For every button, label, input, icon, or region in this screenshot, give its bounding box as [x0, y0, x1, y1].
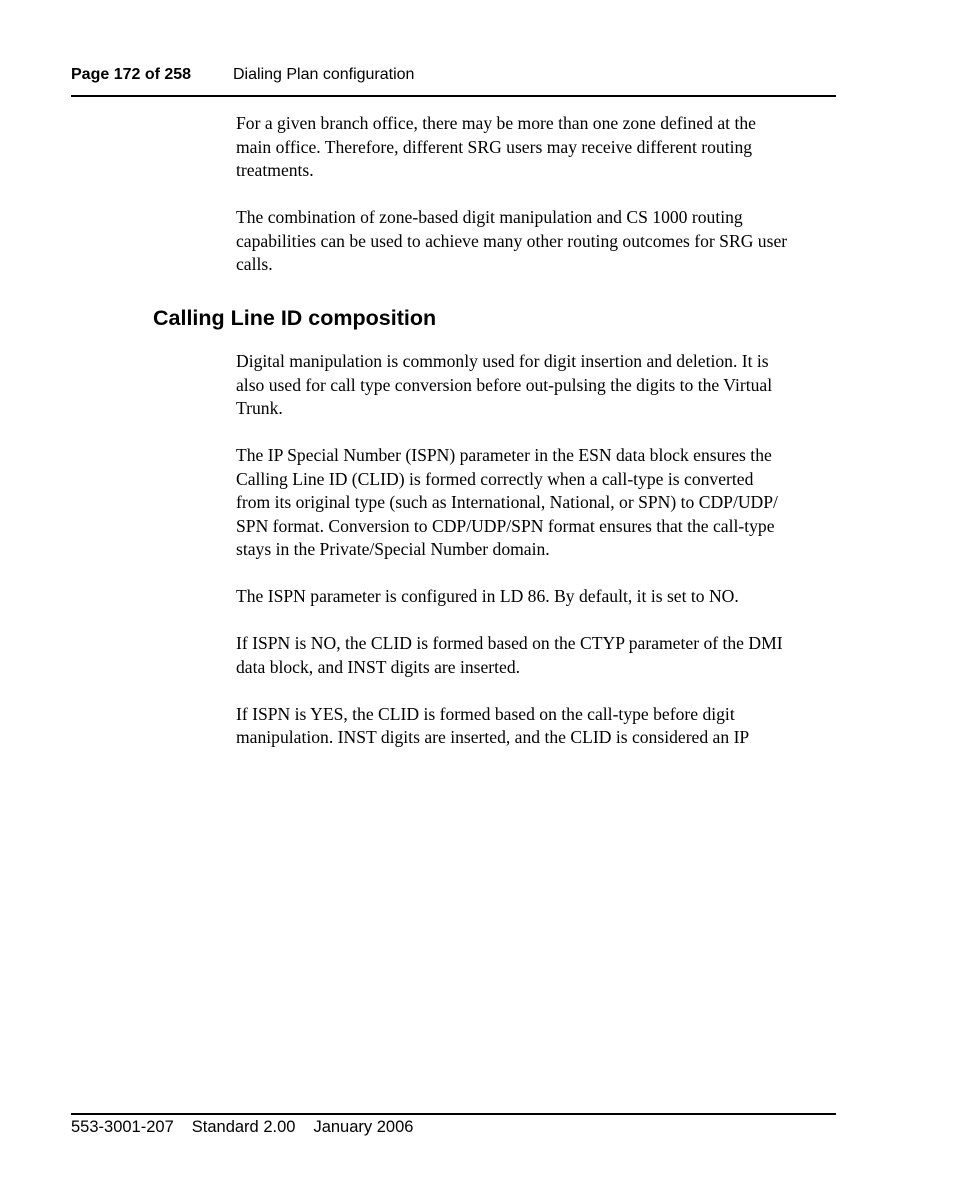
paragraph	[236, 585, 841, 609]
text-line: calls.	[236, 254, 273, 274]
paragraph	[236, 444, 841, 562]
text-line: The ISPN parameter is configured in LD 86. By default, it is set to NO.	[236, 586, 739, 606]
text-line: The combination of zone-based digit manipulation and CS 1000 routing	[236, 207, 743, 227]
text-line: SPN format. Conversion to CDP/UDP/SPN format ensures that the call-type	[236, 515, 775, 536]
paragraph	[236, 350, 841, 421]
doc-number: 553-3001-207	[71, 1118, 174, 1136]
text-line: stays in the Private/Special Number domain.	[236, 539, 550, 559]
text-line: Trunk.	[236, 398, 283, 418]
paragraph	[236, 206, 841, 277]
paragraph	[236, 112, 841, 183]
section-title: Dialing Plan configuration	[233, 66, 415, 83]
text-line: from its original type (such as International, National, or SPN) to CDP/UDP/	[236, 492, 778, 512]
page-header	[71, 66, 836, 84]
text-line: If ISPN is YES, the CLID is formed based on the call-type before digit	[236, 703, 735, 724]
text-line: main office. Therefore, different SRG users may receive different routing	[236, 136, 753, 157]
paragraph	[236, 703, 841, 750]
text-line: treatments.	[236, 160, 314, 180]
page-footer	[71, 1118, 431, 1137]
header-rule	[71, 95, 836, 97]
text-line: Calling Line ID (CLID) is formed correctly when a call-type is converted	[236, 468, 754, 489]
text-line: manipulation. INST digits are inserted, and the CLID is considered an IP	[236, 727, 750, 747]
text-line: also used for call type conversion before out-pulsing the digits to the Virtual	[236, 374, 773, 395]
text-line: For a given branch office, there may be more than one zone defined at the	[236, 113, 756, 133]
text-line: capabilities can be used to achieve many other routing outcomes for SRG user	[236, 230, 788, 251]
text-line: data block, and INST digits are inserted.	[236, 656, 521, 677]
section-text	[236, 350, 841, 773]
paragraph	[236, 632, 841, 679]
intro-text	[236, 112, 841, 300]
page-number: Page 172 of 258	[71, 66, 192, 83]
section-heading: Calling Line ID composition	[153, 306, 437, 330]
text-line: The IP Special Number (ISPN) parameter in the ESN data block ensures the	[236, 445, 772, 465]
text-line: Digital manipulation is commonly used for digit insertion and deletion. It is	[236, 351, 769, 371]
publication-date: January 2006	[313, 1118, 414, 1136]
footer-rule	[71, 1113, 836, 1115]
standard-version: Standard 2.00	[191, 1118, 296, 1136]
text-line: If ISPN is NO, the CLID is formed based on the CTYP parameter of the DMI	[236, 633, 783, 653]
